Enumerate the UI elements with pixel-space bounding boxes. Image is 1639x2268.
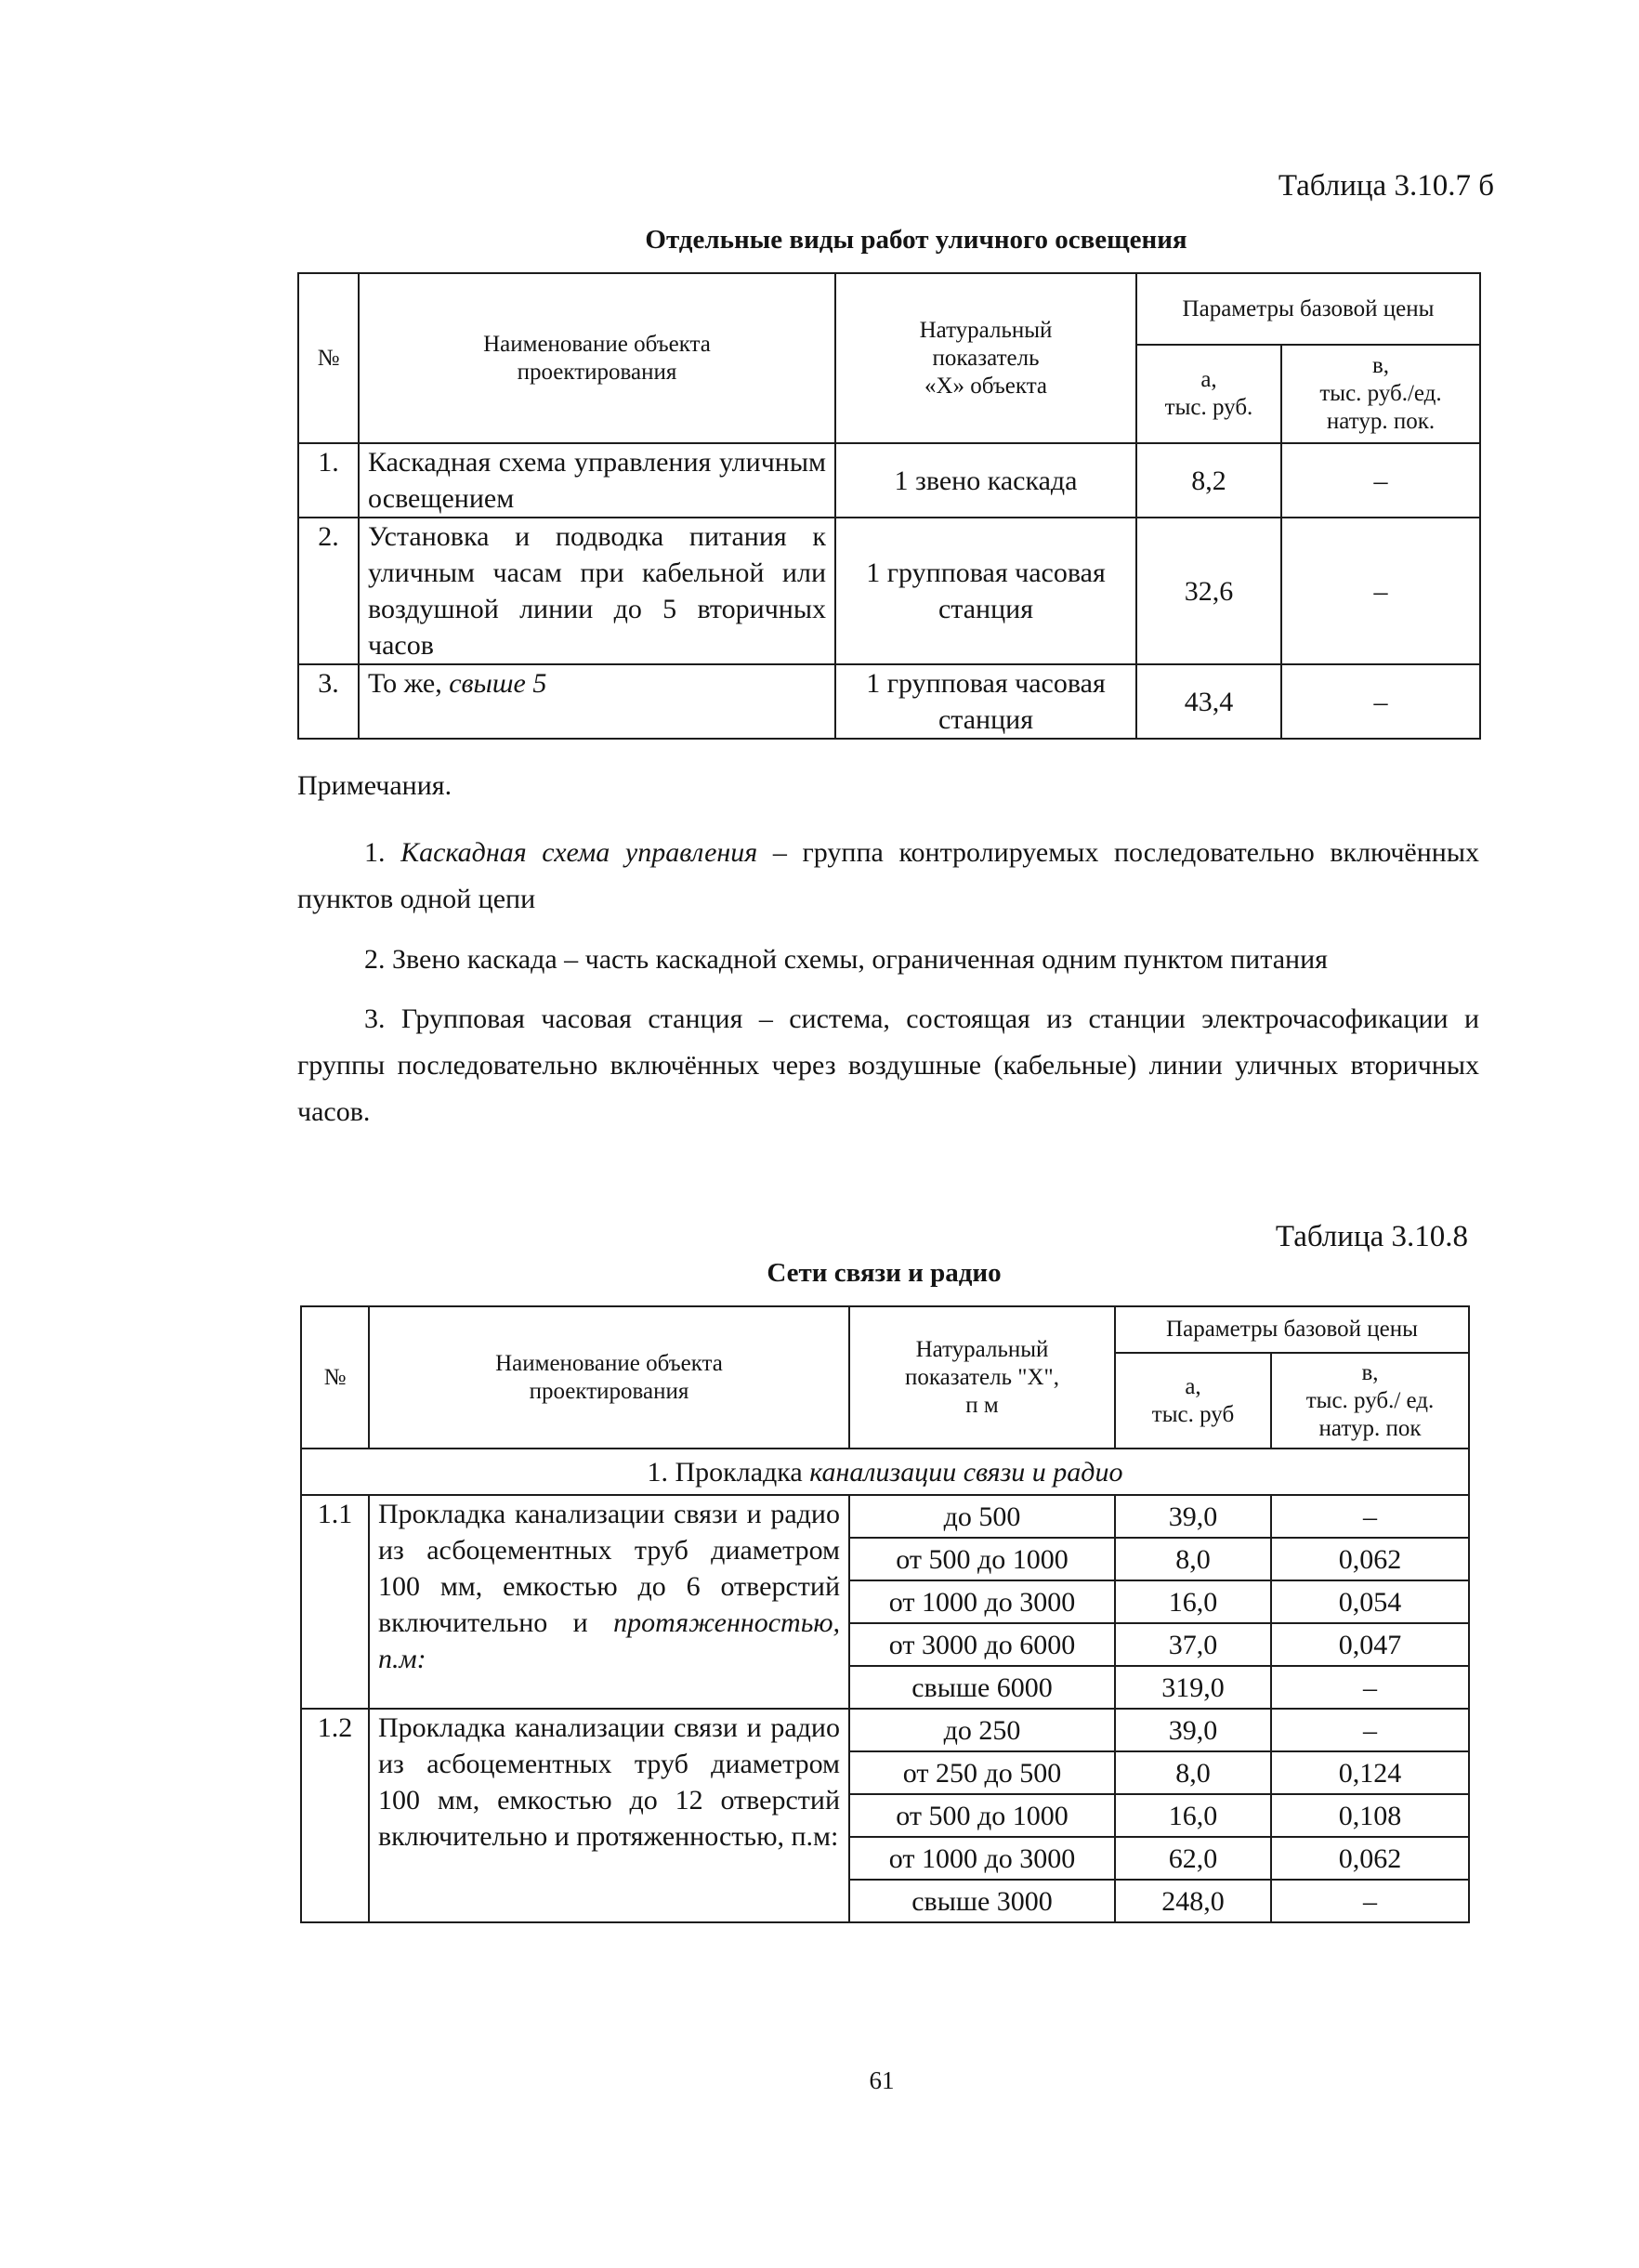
row-price-b: –: [1271, 1666, 1469, 1709]
row-object-name: Прокладка канализации связи и радио из асбоцементных труб диаметром 100 мм, емкостью до 12 отверстий включительно и протяженностью, п.м:: [369, 1709, 849, 1922]
note-item: [297, 937, 1479, 983]
header-label: проектирования: [529, 1378, 689, 1404]
row-price-a: 8,2: [1136, 443, 1281, 518]
header-label: тыс. руб./ед.: [1319, 381, 1442, 406]
note-number: 1.: [364, 837, 401, 868]
row-price-a: 8,0: [1115, 1538, 1271, 1580]
table-row: [301, 1495, 1469, 1538]
notes-heading: Примечания.: [297, 770, 452, 801]
row-natural-indicator: от 1000 до 3000: [849, 1837, 1115, 1880]
row-object-name-italic: протяженностью, п.м:: [378, 1607, 840, 1674]
header-label: в,: [1361, 1359, 1379, 1385]
note-number: 3.: [364, 1003, 401, 1034]
row-object-name: Каскадная схема управления уличным освещением: [359, 443, 835, 518]
communication-networks-table: [300, 1305, 1470, 1923]
page-number: 61: [869, 2066, 895, 2094]
header-label: Натуральный: [919, 317, 1053, 343]
header-label: Наименование объекта: [483, 331, 711, 357]
row-price-a: 16,0: [1115, 1580, 1271, 1623]
row-price-b: 0,108: [1271, 1794, 1469, 1837]
table-row: [301, 1709, 1469, 1751]
table-title: Сети связи и радио: [767, 1258, 1002, 1288]
row-price-a: 39,0: [1115, 1495, 1271, 1538]
table-row: [298, 443, 1480, 518]
row-price-b: –: [1271, 1880, 1469, 1922]
header-label: а,: [1200, 367, 1217, 392]
row-natural-indicator: от 500 до 1000: [849, 1794, 1115, 1837]
table-title: Отдельные виды работ уличного освещения: [645, 225, 1187, 255]
row-price-b: 0,047: [1271, 1623, 1469, 1666]
row-object-name-text: То же,: [368, 668, 450, 699]
table-row: [298, 518, 1480, 664]
row-price-b: –: [1271, 1495, 1469, 1538]
header-price-a: [1115, 1353, 1271, 1449]
row-object-name: [369, 1495, 849, 1709]
header-label: №: [323, 1364, 347, 1390]
row-object-name-text: Прокладка канализации связи и радио из асбоцементных труб диаметром 100 мм, емкостью до 6 отверстий включительно и: [378, 1499, 840, 1638]
note-number: 2.: [364, 944, 392, 975]
header-label: Параметры базовой цены: [1166, 1317, 1418, 1342]
table-caption: Таблица 3.10.7 б: [1278, 169, 1494, 203]
row-natural-indicator: 1 групповая часовая станция: [835, 664, 1136, 739]
row-number: 1.1: [301, 1495, 369, 1709]
row-number: 1.: [298, 443, 359, 518]
row-price-a: 8,0: [1115, 1751, 1271, 1794]
table-row: [298, 664, 1480, 739]
note-term: Групповая часовая станция: [400, 1003, 743, 1034]
header-label: а,: [1185, 1373, 1201, 1399]
row-price-a: 43,4: [1136, 664, 1281, 739]
header-object-name: [359, 273, 835, 443]
header-object-name: [369, 1306, 849, 1449]
header-number: [301, 1306, 369, 1449]
header-base-price-params: [1115, 1306, 1469, 1353]
section-title-text: 1. Прокладка: [647, 1456, 810, 1488]
header-label: тыс. руб.: [1164, 395, 1253, 420]
row-price-b: –: [1281, 518, 1480, 664]
row-price-b: –: [1281, 664, 1480, 739]
table-caption: Таблица 3.10.8: [1275, 1220, 1468, 1253]
header-label: Параметры базовой цены: [1182, 295, 1435, 321]
row-natural-indicator: до 250: [849, 1709, 1115, 1751]
row-price-b: 0,124: [1271, 1751, 1469, 1794]
row-number: 2.: [298, 518, 359, 664]
note-text: – система, состоящая из станции электрочасофикации и группы последовательно включённых через воздушные (кабельные) линии уличных вторичных часов.: [297, 1003, 1480, 1127]
note-item: [297, 996, 1479, 1135]
row-natural-indicator: от 500 до 1000: [849, 1538, 1115, 1580]
note-text: – группа контролируемых последовательно включённых пунктов одной цепи: [297, 837, 1479, 914]
header-base-price-params: [1136, 273, 1480, 345]
row-object-name-italic: свыше 5: [449, 668, 547, 699]
note-term: Каскадная схема управления: [400, 837, 758, 868]
header-label: Натуральный: [915, 1336, 1049, 1362]
row-price-a: 32,6: [1136, 518, 1281, 664]
header-label: Наименование объекта: [495, 1350, 723, 1376]
note-item: [297, 830, 1479, 923]
header-natural-indicator: [849, 1306, 1115, 1449]
header-label: №: [317, 345, 340, 371]
header-label: «Х» объекта: [924, 373, 1048, 399]
row-price-b: –: [1271, 1709, 1469, 1751]
street-lighting-table: [297, 272, 1481, 740]
row-price-a: 248,0: [1115, 1880, 1271, 1922]
header-label: тыс. руб: [1151, 1401, 1235, 1427]
header-label: проектирования: [517, 359, 677, 385]
header-price-a: [1136, 345, 1281, 443]
header-label: тыс. руб./ ед.: [1305, 1387, 1435, 1413]
row-number: 3.: [298, 664, 359, 739]
header-label: в,: [1371, 353, 1390, 378]
header-label: натур. пок: [1318, 1415, 1422, 1441]
row-natural-indicator: от 1000 до 3000: [849, 1580, 1115, 1623]
header-label: показатель: [932, 345, 1040, 371]
header-natural-indicator: [835, 273, 1136, 443]
row-natural-indicator: свыше 6000: [849, 1666, 1115, 1709]
row-natural-indicator: 1 звено каскада: [835, 443, 1136, 518]
row-natural-indicator: 1 групповая часовая станция: [835, 518, 1136, 664]
section-title-italic: канализации связи и радио: [809, 1456, 1123, 1488]
row-price-a: 319,0: [1115, 1666, 1271, 1709]
row-price-b: 0,062: [1271, 1837, 1469, 1880]
header-label: показатель "Х",: [905, 1364, 1059, 1390]
row-natural-indicator: от 250 до 500: [849, 1751, 1115, 1794]
header-price-b: [1271, 1353, 1469, 1449]
row-natural-indicator: от 3000 до 6000: [849, 1623, 1115, 1666]
row-natural-indicator: свыше 3000: [849, 1880, 1115, 1922]
note-term: Звено каскада: [392, 944, 557, 975]
row-object-name: [359, 664, 835, 739]
note-text: – часть каскадной схемы, ограниченная одним пунктом питания: [557, 944, 1328, 975]
row-price-b: 0,054: [1271, 1580, 1469, 1623]
row-object-name: Установка и подводка питания к уличным часам при кабельной или воздушной линии до 5 вторичных часов: [359, 518, 835, 664]
header-label: п м: [965, 1392, 999, 1418]
row-price-a: 62,0: [1115, 1837, 1271, 1880]
row-number: 1.2: [301, 1709, 369, 1922]
section-title: [301, 1449, 1469, 1495]
row-price-a: 39,0: [1115, 1709, 1271, 1751]
header-price-b: [1281, 345, 1480, 443]
row-price-a: 37,0: [1115, 1623, 1271, 1666]
row-price-b: 0,062: [1271, 1538, 1469, 1580]
row-natural-indicator: до 500: [849, 1495, 1115, 1538]
row-price-b: –: [1281, 443, 1480, 518]
header-number: [298, 273, 359, 443]
row-price-a: 16,0: [1115, 1794, 1271, 1837]
header-label: натур. пок.: [1326, 409, 1436, 434]
section-row: [301, 1449, 1469, 1495]
